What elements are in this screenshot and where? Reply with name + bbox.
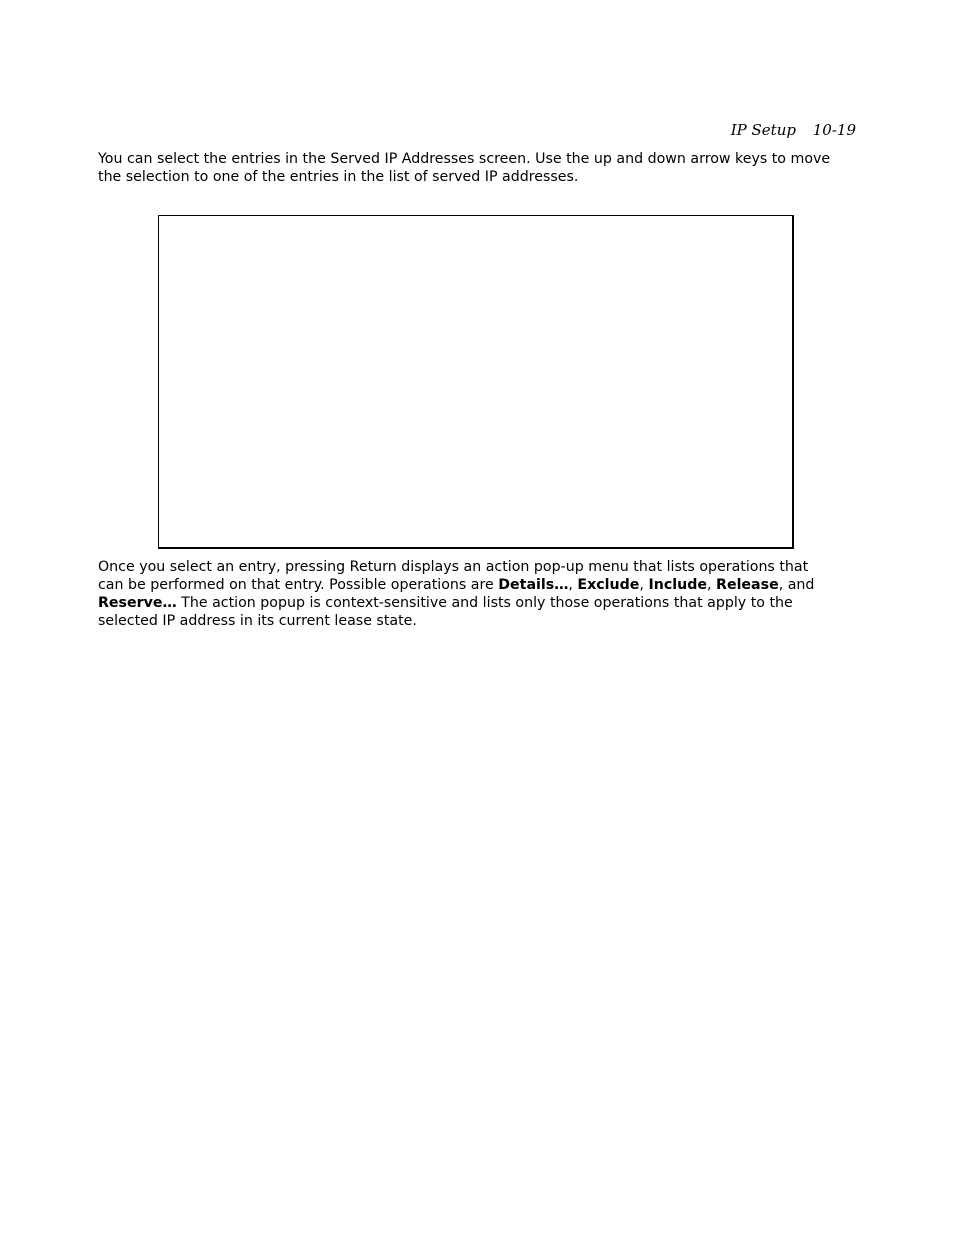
header-page-number: 10-19 bbox=[812, 121, 856, 139]
header-section-title: IP Setup bbox=[730, 121, 796, 139]
separator-1: , bbox=[568, 577, 578, 593]
operations-outro-text: The action popup is context-sensitive and lists only those operations that apply to the selected IP address in its current lease state. bbox=[98, 595, 793, 629]
operation-reserve: Reserve… bbox=[98, 595, 177, 611]
operation-release: Release bbox=[716, 577, 779, 593]
intro-paragraph: You can select the entries in the Served IP Addresses screen. Use the up and down arrow keys to move the selection to one of the entries in the list of served IP addresses. bbox=[98, 151, 831, 185]
separator-2: , bbox=[639, 577, 649, 593]
operations-intro-text: Once you select an entry, pressing Return displays an action pop-up menu that lists operations that can be performed on that entry. Possible operations are bbox=[98, 559, 809, 593]
separator-3: , bbox=[706, 577, 717, 593]
screenshot-figure-frame bbox=[158, 215, 794, 549]
separator-4: , and bbox=[778, 577, 815, 593]
operation-details: Details… bbox=[498, 577, 569, 593]
operations-paragraph bbox=[98, 558, 838, 630]
operation-include: Include bbox=[648, 577, 707, 593]
operation-exclude: Exclude bbox=[577, 577, 640, 593]
running-header bbox=[731, 120, 856, 140]
